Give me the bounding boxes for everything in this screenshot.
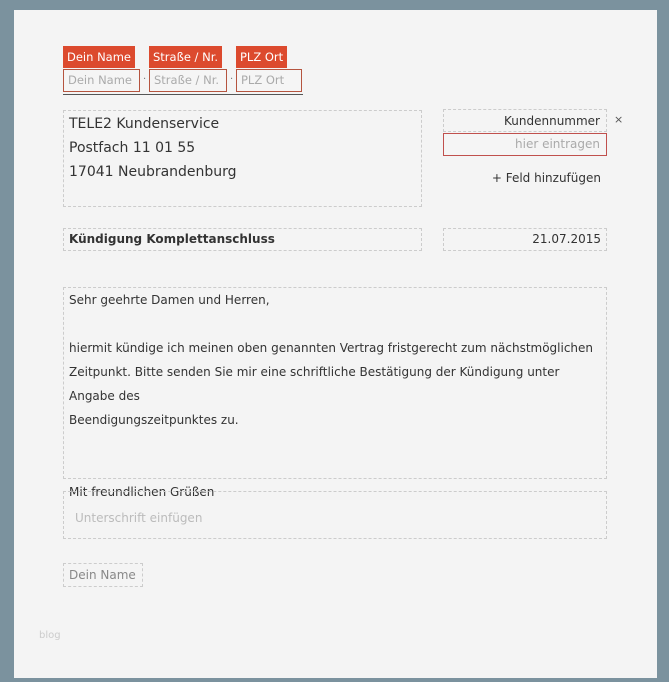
customer-number-label[interactable]: Kundennummer xyxy=(443,109,607,132)
customer-number-input[interactable]: hier eintragen xyxy=(443,133,607,156)
recipient-line: Postfach 11 01 55 xyxy=(69,140,196,156)
sender-city-label: PLZ Ort xyxy=(236,46,287,68)
recipient-line: 17041 Neubrandenburg xyxy=(69,164,237,180)
recipient-line: TELE2 Kundenservice xyxy=(69,116,220,132)
sender-street-input[interactable]: Straße / Nr. xyxy=(149,69,227,92)
closing: Mit freundlichen Grüßen xyxy=(69,485,215,499)
body-line: Zeitpunkt. Bitte senden Sie mir eine schriftliche Bestätigung der Kündigung unter Angabe des xyxy=(69,365,560,403)
body-line: hiermit kündige ich meinen oben genannten Vertrag fristgerecht zum nächstmöglichen xyxy=(69,341,594,355)
letter-page xyxy=(14,10,657,678)
subject-field[interactable]: Kündigung Komplettanschluss xyxy=(63,228,422,251)
greeting: Sehr geehrte Damen und Herren, xyxy=(69,293,270,307)
sender-name-label: Dein Name xyxy=(63,46,135,68)
signature-field[interactable]: Unterschrift einfügen xyxy=(63,491,607,539)
sender-underline xyxy=(63,94,303,95)
footer-text: blog xyxy=(39,630,61,641)
separator: · xyxy=(143,74,147,85)
recipient-address[interactable] xyxy=(63,110,422,207)
sender-name-input[interactable]: Dein Name xyxy=(63,69,140,92)
signature-name-field[interactable]: Dein Name xyxy=(63,563,143,587)
sender-street-label: Straße / Nr. xyxy=(149,46,222,68)
separator: · xyxy=(230,74,234,85)
add-field-button[interactable]: + Feld hinzufügen xyxy=(491,171,601,185)
letter-body[interactable] xyxy=(63,287,607,499)
close-icon[interactable]: × xyxy=(614,113,624,126)
sender-city-input[interactable]: PLZ Ort xyxy=(236,69,302,92)
body-line: Beendigungszeitpunktes zu. xyxy=(69,413,239,427)
date-field[interactable]: 21.07.2015 xyxy=(443,228,607,251)
